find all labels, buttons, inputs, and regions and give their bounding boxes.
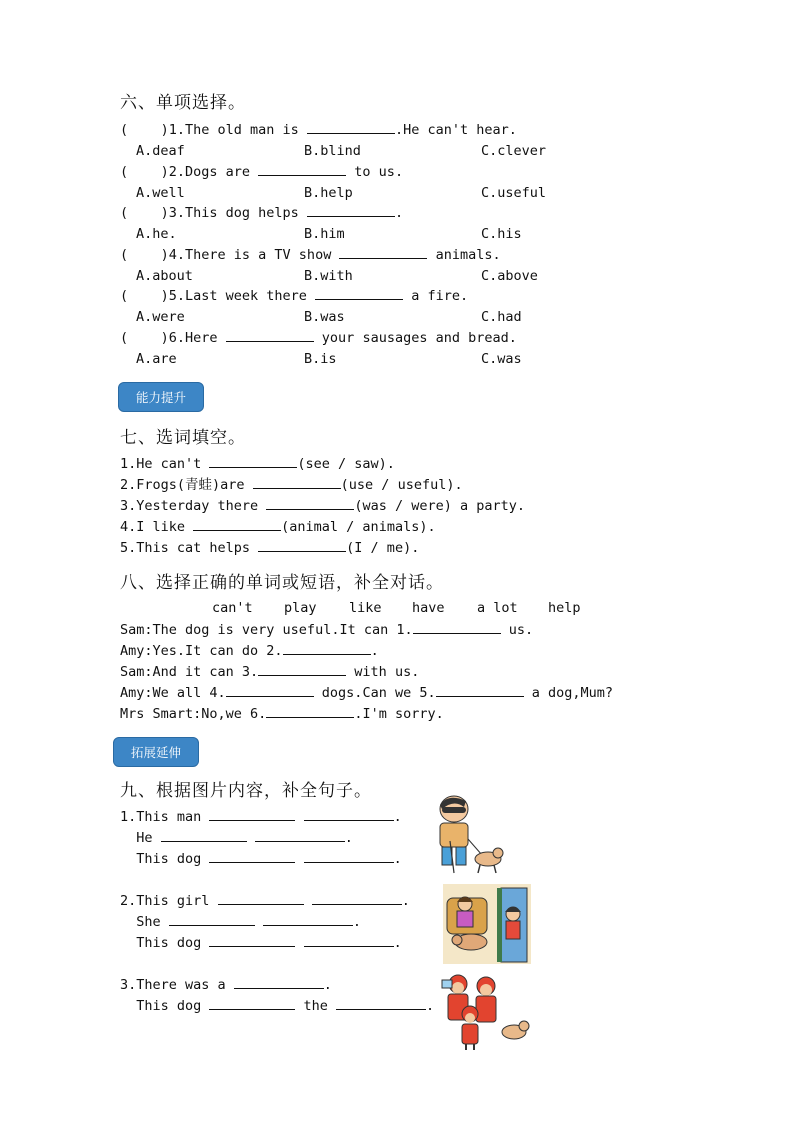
option: A.were: [136, 309, 185, 325]
option: C.his: [481, 226, 522, 242]
question-stem: [120, 287, 468, 305]
s9-g2-l3: This dog: [120, 935, 202, 951]
word-bank-item: have: [412, 600, 445, 616]
dialogue-text: Amy:We all 4.: [120, 685, 226, 701]
dialogue-line: [120, 663, 419, 681]
stem-text: .He can't hear.: [394, 122, 517, 138]
blank: [315, 287, 403, 300]
s9-g3-end2: .: [426, 998, 435, 1014]
s9-g1-end3: .: [393, 851, 402, 867]
fill-item: [120, 518, 436, 536]
dialogue-text: Sam:The dog is very useful.It can 1.: [120, 622, 413, 638]
stem-text: to us.: [346, 163, 404, 180]
blank: [258, 663, 346, 676]
s9-g2-end2: .: [352, 914, 362, 930]
item-text: (I / me).: [346, 540, 420, 556]
blank: [266, 497, 354, 510]
dialogue-text: dogs.Can we 5.: [313, 685, 436, 701]
blank: [253, 476, 341, 489]
s9-g1-l1: 1.This man: [120, 809, 202, 825]
blank: [209, 808, 295, 821]
question-stem: [120, 163, 403, 181]
s9-g1-end1: .: [393, 809, 402, 825]
dialogue-line: [120, 642, 379, 660]
s9-g2-l2: She: [120, 914, 161, 930]
dialogue-text: Amy:Yes.It can do 2.: [120, 643, 283, 659]
stem-text: ( )4.There is a TV show: [120, 246, 340, 263]
fill-item: [120, 497, 525, 515]
word-bank-item: play: [284, 600, 317, 616]
question-stem: [120, 121, 517, 139]
option: B.with: [304, 267, 353, 284]
item-text: (animal / animals).: [281, 519, 436, 535]
s9-g3-l2a: This dog: [120, 998, 210, 1014]
dialogue-text: with us.: [346, 664, 420, 680]
dialogue-text: .: [370, 643, 379, 659]
badge-extension: 拓展延伸: [113, 737, 199, 767]
dialogue-text: Sam:And it can 3.: [120, 664, 259, 680]
blank: [209, 997, 295, 1010]
option: A.well: [136, 184, 185, 201]
blank: [258, 539, 346, 552]
blank: [436, 684, 524, 697]
question-stem: [120, 246, 501, 264]
blank: [193, 518, 281, 531]
s9-g2-end3: .: [393, 935, 402, 951]
blank: [283, 642, 371, 655]
blank: [258, 163, 346, 176]
dialogue-text: a dog,Mum?: [523, 685, 613, 701]
option: A.about: [136, 267, 193, 284]
stem-text: your sausages and bread.: [313, 329, 517, 346]
option: B.help: [304, 184, 353, 201]
s9-g2-end1: .: [401, 893, 410, 909]
blank: [307, 204, 395, 217]
option: A.deaf: [136, 143, 185, 159]
word-bank-item: a lot: [477, 600, 518, 616]
firefighters-dog-picture: [436, 970, 532, 1052]
item-text: 4.I like: [120, 519, 194, 535]
stem-text: ( )3.This dog helps: [120, 205, 307, 221]
s9-g1-l3: This dog: [120, 851, 202, 867]
fill-item: [120, 539, 419, 557]
section9-title: 九、根据图片内容，补全句子。: [120, 781, 372, 801]
blank: [209, 455, 297, 468]
item-text: 3.Yesterday there: [120, 498, 267, 514]
s9-g3-end1: .: [323, 977, 332, 993]
blank: [226, 684, 314, 697]
question-stem: [120, 329, 517, 347]
blank: [209, 850, 295, 863]
question-stem: [120, 204, 403, 222]
option: A.are: [136, 350, 177, 367]
blank: [255, 829, 345, 842]
blank: [169, 913, 255, 926]
item-text: 5.This cat helps: [120, 540, 259, 556]
blank: [263, 913, 353, 926]
dialogue-text: Mrs Smart:No,we 6.: [120, 706, 267, 722]
dialogue-line: [120, 705, 444, 723]
stem-text: a fire.: [403, 288, 469, 304]
s9-g3-l1: 3.There was a: [120, 977, 234, 993]
option: B.is: [304, 350, 337, 367]
option: C.had: [481, 309, 522, 325]
blank: [226, 329, 314, 342]
item-text: (was / were) a party.: [354, 498, 525, 514]
stem-text: animals.: [427, 246, 501, 263]
blank: [413, 621, 501, 634]
word-bank-item: can't: [212, 600, 253, 616]
option: C.clever: [481, 143, 547, 159]
option: B.blind: [304, 143, 361, 159]
blank: [336, 997, 426, 1010]
blank: [209, 934, 295, 947]
item-text: 2.Frogs(青蛙)are: [120, 477, 253, 493]
option: A.he.: [136, 226, 177, 242]
blank: [307, 121, 395, 134]
s9-g1-end2: .: [344, 830, 353, 846]
stem-text: ( )5.Last week there: [120, 288, 316, 304]
dialogue-text: .I'm sorry.: [354, 706, 444, 722]
girl-dog-door-picture: [443, 884, 531, 964]
fill-item: [120, 455, 395, 473]
item-text: 1.He can't: [120, 456, 210, 472]
blank: [234, 976, 324, 989]
s9-g1-l2: He: [120, 830, 153, 846]
stem-text: .: [394, 205, 404, 221]
blank: [161, 829, 247, 842]
badge-ability-improve: 能力提升: [118, 382, 204, 412]
stem-text: ( )6.Here: [120, 329, 226, 346]
blank: [304, 808, 394, 821]
stem-text: ( )2.Dogs are: [120, 163, 259, 180]
blank: [304, 934, 394, 947]
section6-title: 六、单项选择。: [120, 93, 246, 113]
dialogue-line: [120, 621, 533, 639]
blank: [312, 892, 402, 905]
option: C.above: [481, 267, 538, 284]
s9-g2-l1: 2.This girl: [120, 893, 210, 909]
section7-title: 七、选词填空。: [120, 428, 246, 448]
option: C.was: [481, 350, 522, 367]
blank: [266, 705, 354, 718]
option: B.him: [304, 226, 345, 242]
stem-text: ( )1.The old man is: [120, 122, 307, 138]
item-text: (use / useful).: [340, 477, 463, 493]
word-bank-item: like: [349, 600, 382, 616]
dialogue-text: us.: [500, 622, 534, 638]
item-text: (see / saw).: [297, 456, 395, 472]
dialogue-line: [120, 684, 613, 702]
blind-man-guide-dog-picture: [428, 793, 504, 875]
blank: [304, 850, 394, 863]
option: B.was: [304, 309, 345, 325]
blank: [218, 892, 304, 905]
blank: [339, 246, 427, 259]
s9-g3-l2b: the: [295, 998, 337, 1014]
word-bank-item: help: [548, 600, 581, 616]
fill-item: [120, 476, 463, 494]
option: C.useful: [481, 184, 547, 201]
section8-title: 八、选择正确的单词或短语，补全对话。: [120, 573, 444, 593]
